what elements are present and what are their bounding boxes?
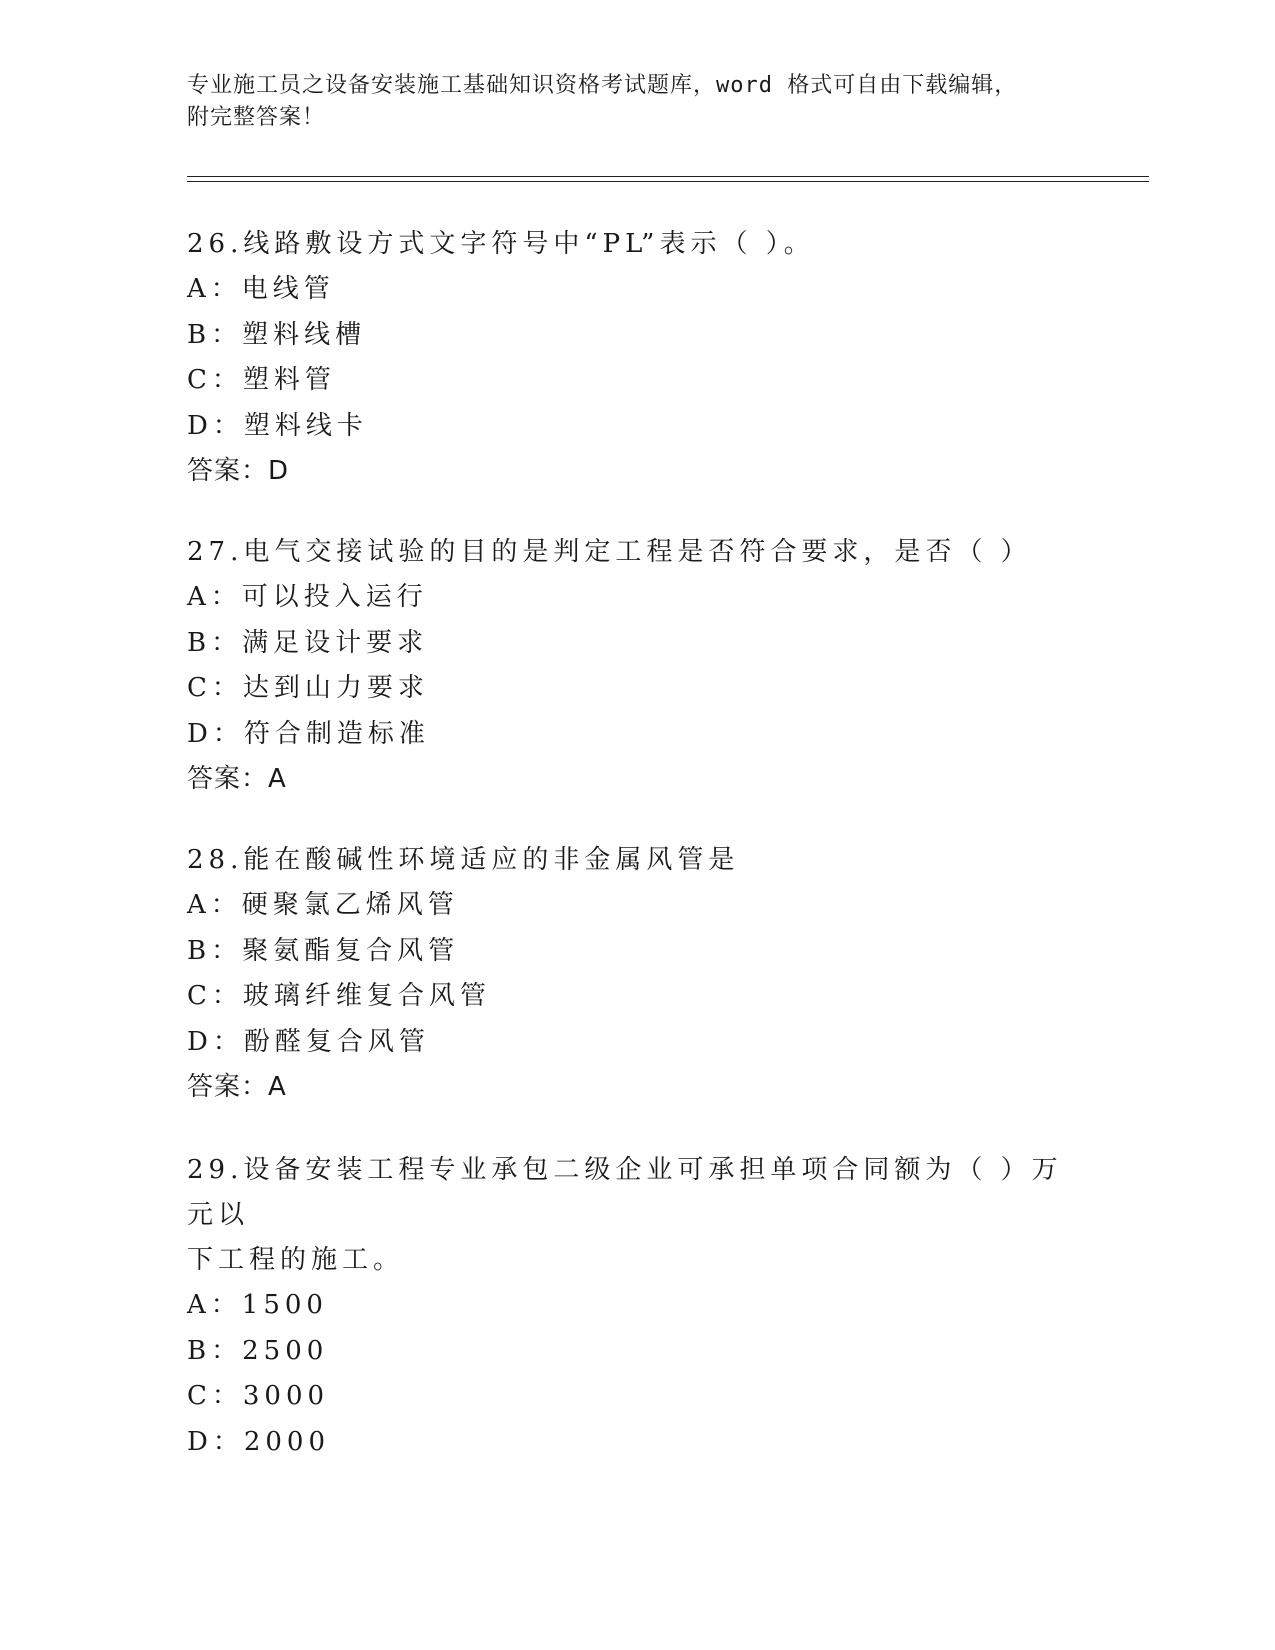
answer: 答案：D — [187, 456, 290, 486]
option-a: A：硬聚氯乙烯风管 — [187, 890, 459, 920]
option-d: D：2000 — [187, 1426, 331, 1457]
option-c: C：玻璃纤维复合风管 — [187, 981, 491, 1011]
option-b: B：满足设计要求 — [187, 627, 429, 658]
question-26 — [187, 222, 1087, 494]
question-27 — [187, 530, 1087, 802]
answer: 答案：A — [187, 1072, 287, 1102]
option-b: B：聚氨酯复合风管 — [187, 935, 460, 966]
option-c: C：3000 — [187, 1381, 330, 1411]
question-stem-line-1: 29.设备安装工程专业承包二级企业可承担单项合同额为（ ）万元以 — [187, 1155, 1063, 1230]
option-a: A：电线管 — [187, 274, 335, 304]
option-c: C：塑料管 — [187, 365, 336, 395]
question-28 — [187, 838, 1087, 1110]
question-stem-line-2: 下工程的施工。 — [187, 1245, 405, 1275]
question-stem: 26.线路敷设方式文字符号中“PL”表示（ ）。 — [187, 229, 815, 259]
option-d: D：塑料线卡 — [187, 410, 368, 441]
answer: 答案：A — [187, 764, 287, 794]
option-b: B：2500 — [187, 1335, 329, 1366]
option-d: D：酚醛复合风管 — [187, 1026, 430, 1057]
option-d: D：符合制造标准 — [187, 718, 430, 749]
option-a: A：1500 — [187, 1290, 328, 1320]
question-stem: 28.能在酸碱性环境适应的非金属风管是 — [187, 845, 740, 875]
header-divider-top — [187, 176, 1149, 177]
document-header — [187, 70, 1067, 134]
question-stem: 27.电气交接试验的目的是判定工程是否符合要求，是否（ ） — [187, 537, 1032, 567]
option-c: C：达到山力要求 — [187, 673, 429, 703]
option-b: B：塑料线槽 — [187, 319, 367, 350]
header-line-2: 附完整答案！ — [187, 105, 326, 130]
header-divider-bottom — [187, 181, 1149, 182]
header-line-1: 专业施工员之设备安装施工基础知识资格考试题库，word 格式可自由下载编辑， — [187, 73, 1018, 98]
question-29 — [187, 1148, 1087, 1465]
option-a: A：可以投入运行 — [187, 582, 428, 612]
